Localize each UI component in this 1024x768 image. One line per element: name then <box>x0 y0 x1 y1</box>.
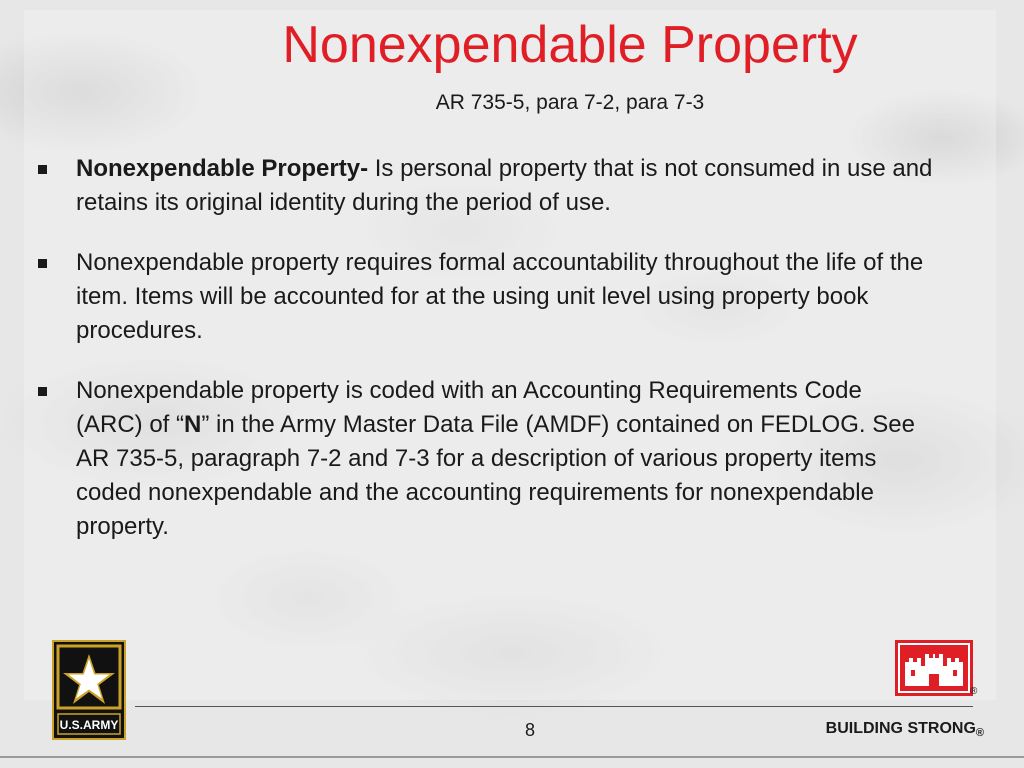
footer-tagline <box>826 720 984 739</box>
bullet-item-arc-code <box>34 374 934 544</box>
bullet-text: Is personal property that is not consumed in use and retains its original identity during the period of use. <box>76 155 933 216</box>
slide-subtitle: AR 735-5, para 7-2, para 7-3 <box>435 91 705 114</box>
bullet-text: Nonexpendable property requires formal accountability throughout the life of the item. Items will be accounted for at the using unit level using property book procedures. <box>76 249 924 344</box>
bullet-term: Nonexpendable Property- <box>76 155 369 182</box>
page-number: 8 <box>524 720 535 740</box>
bullet-item-definition <box>34 152 934 220</box>
square-bullet-icon <box>38 165 47 174</box>
arc-code-value: N <box>184 411 202 438</box>
army-logo-text: U.S.ARMY <box>59 718 119 732</box>
square-bullet-icon <box>38 387 47 396</box>
tagline-text: BUILDING STRONG <box>825 720 976 737</box>
usace-castle-logo <box>895 640 973 696</box>
bottom-border <box>0 756 1024 758</box>
bullet-text-before: Nonexpendable property is coded with an Accounting Requirements Code (ARC) of “ <box>76 377 862 438</box>
tagline-registered-mark: ® <box>975 727 984 739</box>
us-army-star-logo <box>52 640 126 740</box>
square-bullet-icon <box>38 259 47 268</box>
bullet-text-after: ” in the Army Master Data File (AMDF) contained on FEDLOG. See AR 735-5, paragraph 7-2 and 7-3 for a description of various property items coded nonexpendable and the accounting requirements for nonexpendable property. <box>76 411 915 540</box>
bullet-item-accountability <box>34 246 934 348</box>
slide-title: Nonexpendable Property <box>282 16 858 74</box>
bullet-list <box>34 152 934 570</box>
registered-mark: ® <box>970 686 978 697</box>
footer-divider <box>135 706 973 707</box>
